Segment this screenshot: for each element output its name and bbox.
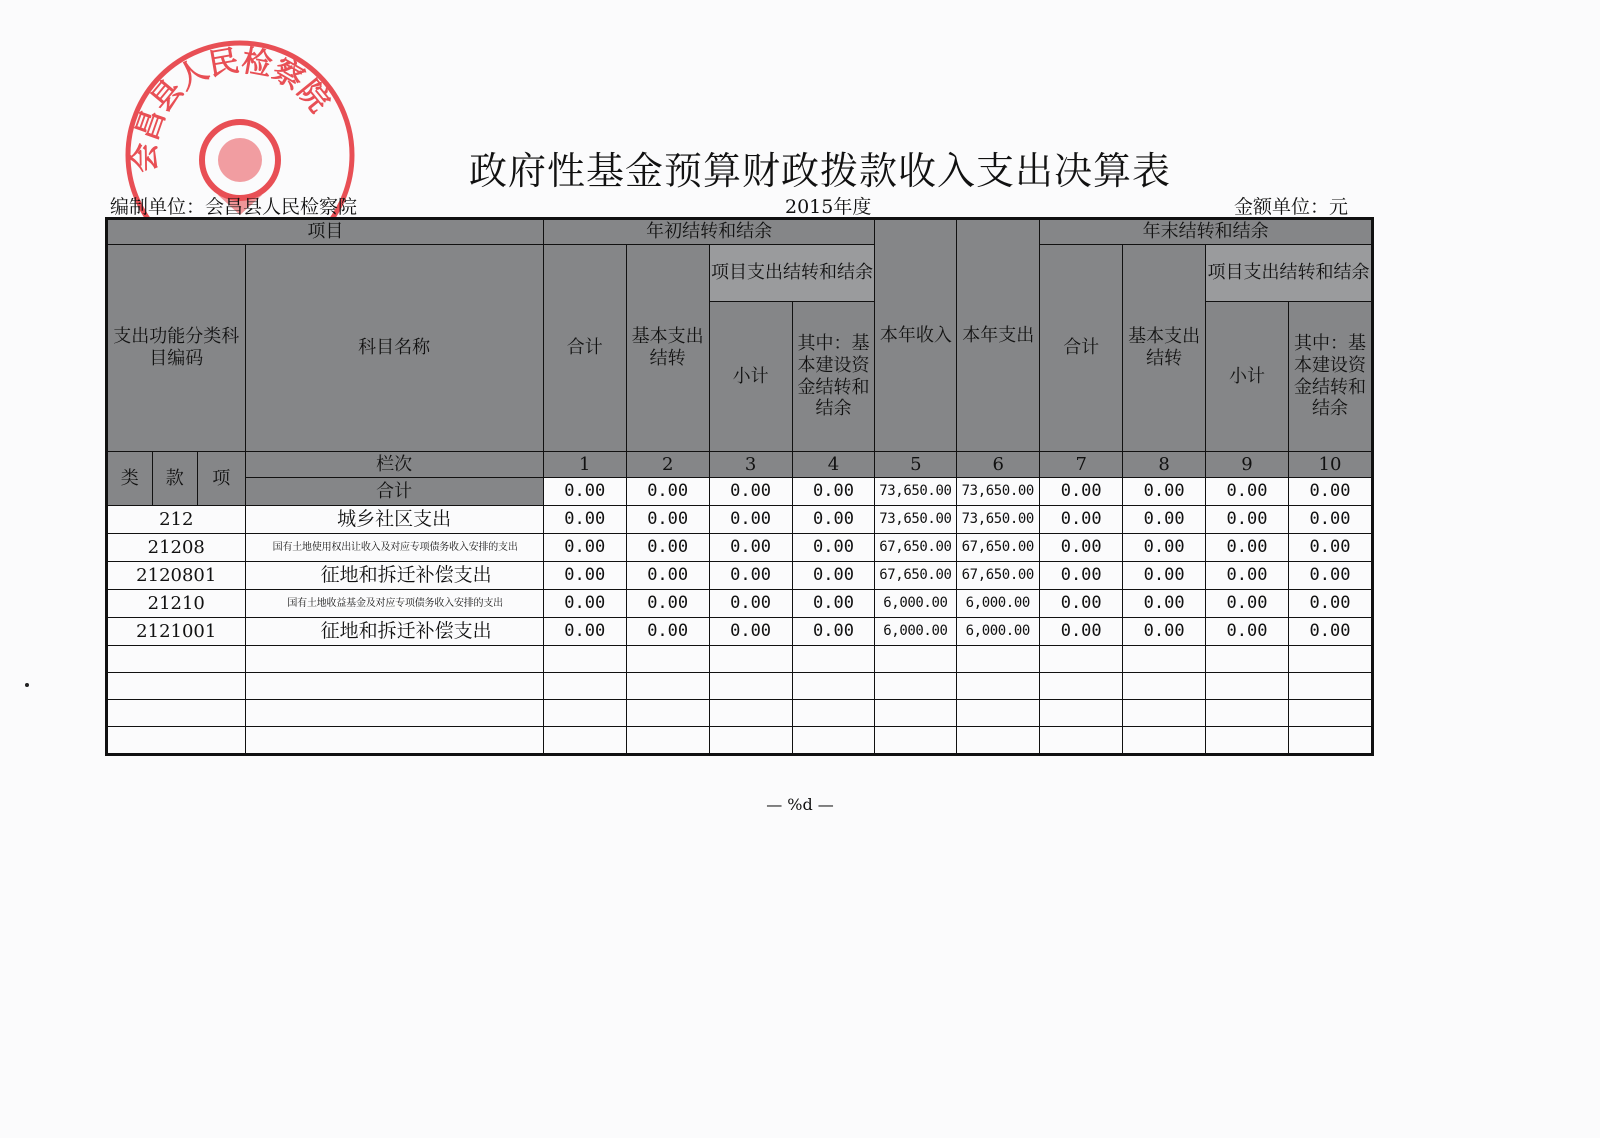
budget-table [105, 217, 1374, 756]
table-cell: 0.00 [1206, 590, 1289, 618]
empty-row [107, 673, 1373, 700]
header-column-index: 栏次 [245, 452, 543, 478]
table-cell: 0.00 [626, 562, 709, 590]
table-row [107, 534, 1373, 562]
empty-row [107, 727, 1373, 755]
table-cell: 67,650.00 [957, 534, 1040, 562]
table-cell: 0.00 [1123, 562, 1206, 590]
table-cell: 0.00 [1040, 534, 1123, 562]
col-num: 9 [1206, 452, 1289, 478]
table-cell: 0.00 [1206, 618, 1289, 646]
header-end-balance: 年末结转和结余 [1040, 219, 1373, 245]
table-cell: 0.00 [709, 506, 792, 534]
table-cell: 0.00 [543, 562, 626, 590]
table-cell: 0.00 [1206, 478, 1289, 506]
page-title: 政府性基金预算财政拨款收入支出决算表 [468, 149, 1171, 193]
page-number: — %d — [766, 795, 834, 814]
table-row [107, 562, 1373, 590]
subject-name: 征地和拆迁补偿支出 [245, 562, 543, 590]
table-row [107, 506, 1373, 534]
table-cell: 0.00 [626, 478, 709, 506]
header-end-basic: 基本支出结转 [1123, 245, 1206, 452]
table-cell: 0.00 [1123, 618, 1206, 646]
table-cell: 73,650.00 [875, 478, 957, 506]
table-cell: 0.00 [709, 478, 792, 506]
header-lei: 类 [107, 452, 153, 506]
table-cell: 0.00 [1206, 506, 1289, 534]
table-cell: 0.00 [792, 534, 875, 562]
header-project: 项目 [107, 219, 544, 245]
table-cell: 0.00 [1288, 562, 1372, 590]
table-cell: 0.00 [1288, 478, 1372, 506]
header-begin-subtotal: 小计 [709, 302, 792, 452]
function-code: 2120801 [107, 562, 246, 590]
function-code: 2121001 [107, 618, 246, 646]
table-cell: 73,650.00 [957, 478, 1040, 506]
table-cell: 0.00 [792, 590, 875, 618]
table-cell: 0.00 [1123, 534, 1206, 562]
table-cell: 0.00 [792, 562, 875, 590]
header-end-capital: 其中：基本建设资金结转和结余 [1288, 302, 1372, 452]
subject-name: 城乡社区支出 [245, 506, 543, 534]
table-cell: 0.00 [1288, 534, 1372, 562]
table-cell: 0.00 [1040, 590, 1123, 618]
table-cell: 0.00 [792, 618, 875, 646]
table-cell: 6,000.00 [957, 618, 1040, 646]
header-begin-project-carry: 项目支出结转和结余 [709, 245, 875, 302]
header-begin-balance: 年初结转和结余 [543, 219, 875, 245]
table-cell: 0.00 [1206, 534, 1289, 562]
table-cell: 0.00 [1123, 506, 1206, 534]
header-annual-income: 本年收入 [875, 219, 957, 452]
table-cell: 0.00 [709, 618, 792, 646]
table-cell: 0.00 [626, 590, 709, 618]
svg-text:会昌县人民检察院: 会昌县人民检察院 [127, 43, 337, 173]
table-row [107, 590, 1373, 618]
table-cell: 0.00 [1288, 590, 1372, 618]
table-cell: 67,650.00 [957, 562, 1040, 590]
table-cell: 0.00 [626, 618, 709, 646]
table-cell: 0.00 [792, 478, 875, 506]
col-num: 6 [957, 452, 1040, 478]
table-cell: 73,650.00 [957, 506, 1040, 534]
amount-unit: 金额单位：元 [1234, 196, 1349, 218]
subject-name: 国有土地使用权出让收入及对应专项债务收入安排的支出 [245, 534, 543, 562]
header-begin-total: 合计 [543, 245, 626, 452]
empty-row [107, 646, 1373, 673]
header-end-subtotal: 小计 [1206, 302, 1289, 452]
col-num: 1 [543, 452, 626, 478]
col-num: 3 [709, 452, 792, 478]
preparing-unit: 编制单位：会昌县人民检察院 [110, 196, 358, 218]
header-end-total: 合计 [1040, 245, 1123, 452]
table-cell: 0.00 [626, 506, 709, 534]
header-end-project-carry: 项目支出结转和结余 [1206, 245, 1373, 302]
col-num: 10 [1288, 452, 1372, 478]
table-cell: 0.00 [792, 506, 875, 534]
col-num: 2 [626, 452, 709, 478]
table-cell: 67,650.00 [875, 534, 957, 562]
table-cell: 0.00 [543, 534, 626, 562]
table-cell: 0.00 [543, 590, 626, 618]
table-cell: 0.00 [1123, 590, 1206, 618]
table-cell: 6,000.00 [875, 618, 957, 646]
table-cell: 0.00 [626, 534, 709, 562]
function-code: 21208 [107, 534, 246, 562]
subject-name: 国有土地收益基金及对应专项债务收入安排的支出 [245, 590, 543, 618]
table-cell: 0.00 [709, 534, 792, 562]
table-cell: 73,650.00 [875, 506, 957, 534]
table-cell: 0.00 [1206, 562, 1289, 590]
table-row [107, 618, 1373, 646]
col-num: 8 [1123, 452, 1206, 478]
table-cell: 0.00 [1040, 562, 1123, 590]
table-cell: 0.00 [1123, 478, 1206, 506]
table-cell: 0.00 [1040, 618, 1123, 646]
header-subject-name: 科目名称 [245, 245, 543, 452]
total-label: 合计 [245, 478, 543, 506]
header-begin-basic: 基本支出结转 [626, 245, 709, 452]
col-num: 4 [792, 452, 875, 478]
header-xiang: 项 [198, 452, 246, 506]
header-function-code: 支出功能分类科目编码 [107, 245, 246, 452]
fiscal-year: 2015年度 [785, 196, 872, 218]
function-code: 21210 [107, 590, 246, 618]
function-code: 212 [107, 506, 246, 534]
table-cell: 6,000.00 [875, 590, 957, 618]
table-cell: 67,650.00 [875, 562, 957, 590]
scan-speck [25, 683, 29, 687]
table-cell: 6,000.00 [957, 590, 1040, 618]
table-cell: 0.00 [709, 562, 792, 590]
header-begin-capital: 其中：基本建设资金结转和结余 [792, 302, 875, 452]
table-cell: 0.00 [543, 506, 626, 534]
table-cell: 0.00 [1288, 506, 1372, 534]
table-cell: 0.00 [1040, 506, 1123, 534]
empty-row [107, 700, 1373, 727]
col-num: 7 [1040, 452, 1123, 478]
header-kuan: 款 [152, 452, 198, 506]
table-cell: 0.00 [543, 478, 626, 506]
table-cell: 0.00 [543, 618, 626, 646]
table-cell: 0.00 [709, 590, 792, 618]
subject-name: 征地和拆迁补偿支出 [245, 618, 543, 646]
table-cell: 0.00 [1288, 618, 1372, 646]
header-annual-expense: 本年支出 [957, 219, 1040, 452]
col-num: 5 [875, 452, 957, 478]
total-row [107, 478, 1373, 506]
table-cell: 0.00 [1040, 478, 1123, 506]
